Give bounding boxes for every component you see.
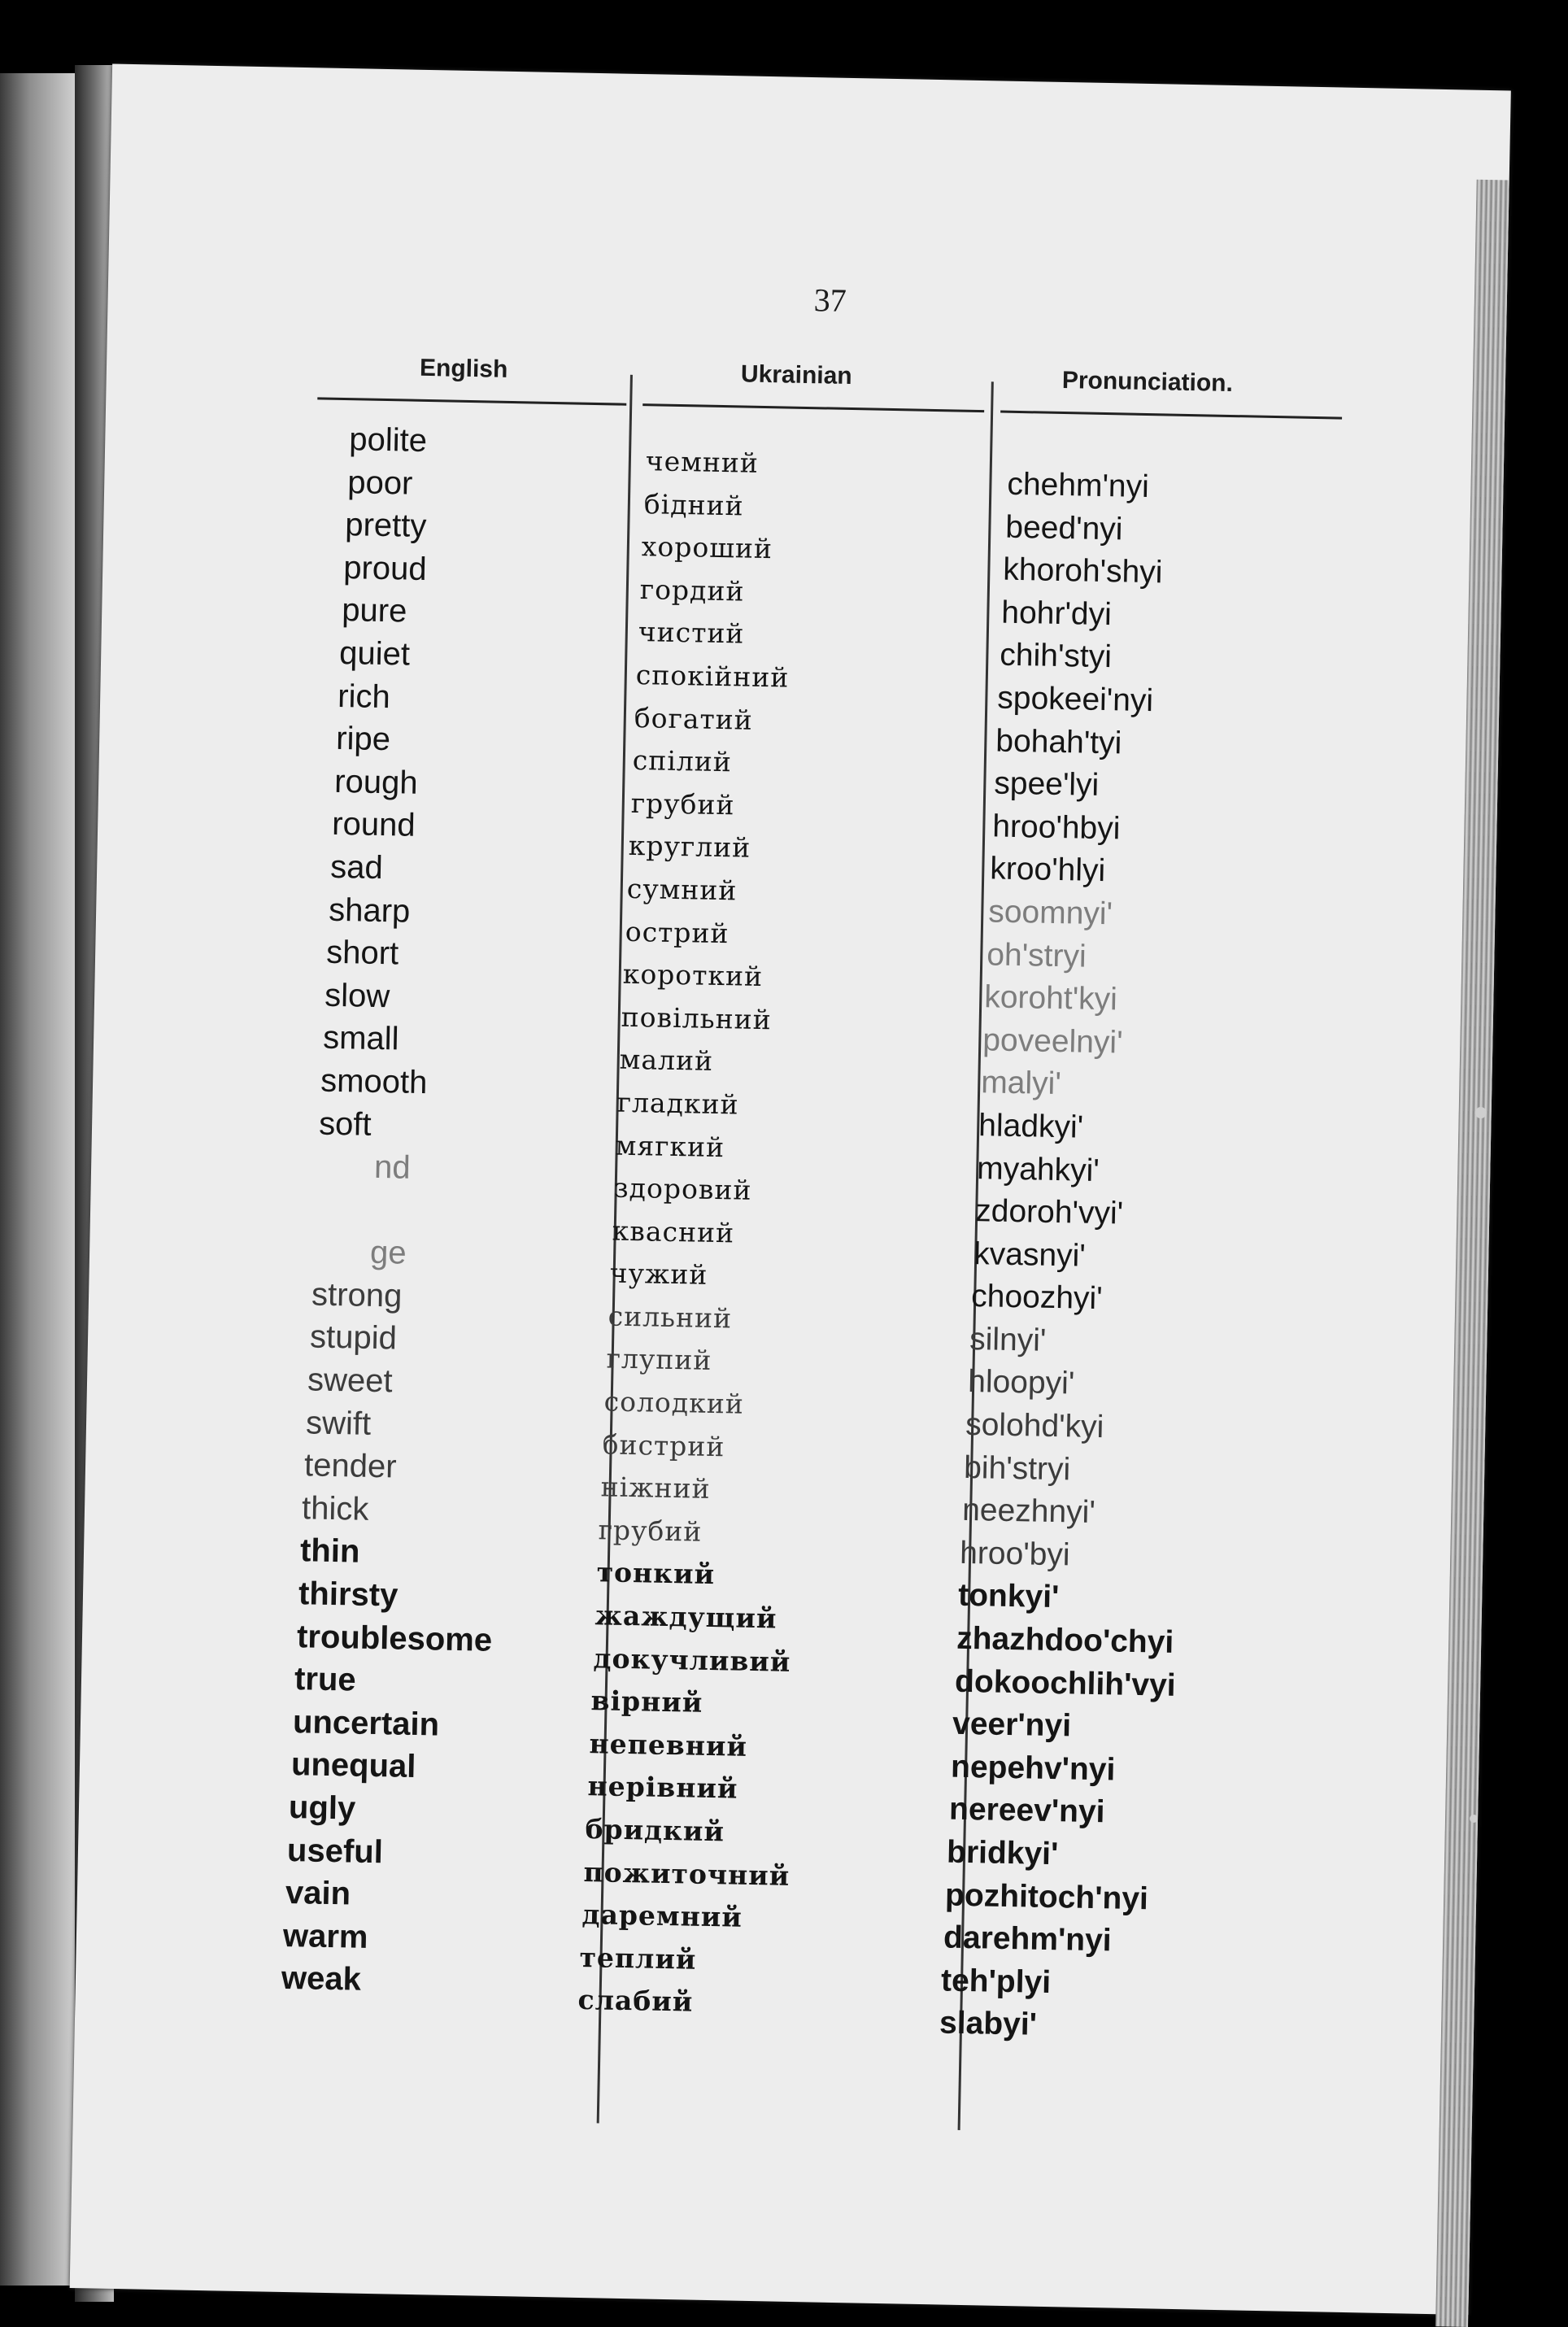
left-page-edge <box>0 73 75 2286</box>
pronunciation-entry: bohah'tyi <box>995 723 1122 761</box>
ukrainian-entry: гладкий <box>616 1086 739 1121</box>
pronunciation-entry: spokeei'nyi <box>996 680 1154 719</box>
english-entry: ge <box>369 1235 407 1271</box>
ukrainian-entry: жаждущий <box>595 1599 777 1635</box>
english-entry: small <box>322 1020 399 1057</box>
ukrainian-entry: мягкий <box>615 1129 725 1163</box>
pronunciation-entry: hloopyi' <box>967 1364 1075 1401</box>
ukrainian-entry: бистрий <box>602 1428 725 1462</box>
english-entry: troublesome <box>296 1618 493 1658</box>
ukrainian-entry: круглий <box>628 830 751 865</box>
english-entry: swift <box>305 1405 372 1442</box>
english-entry: stupid <box>309 1318 398 1357</box>
pronunciation-entry: neezhnyi' <box>961 1493 1096 1531</box>
english-entry: warm <box>282 1917 368 1955</box>
pronunciation-entry: poveelnyi' <box>982 1022 1123 1061</box>
ukrainian-entry: слабий <box>577 1984 694 2019</box>
ukrainian-entry: тонкий <box>596 1556 716 1591</box>
english-entry: quiet <box>338 634 411 673</box>
pronunciation-entry: kvasnyi' <box>973 1235 1087 1274</box>
ukrainian-entry: глупий <box>606 1342 712 1377</box>
english-entry: thirsty <box>298 1575 399 1614</box>
pronunciation-entry: hroo'hbyi <box>991 808 1121 847</box>
ukrainian-entry: малий <box>619 1044 714 1078</box>
english-entry: weak <box>281 1960 362 1998</box>
english-entry: thin <box>299 1532 360 1571</box>
english-entry: nd <box>373 1149 412 1186</box>
english-entry: short <box>325 934 399 972</box>
ukrainian-entry: грубий <box>598 1514 703 1548</box>
pronunciation-entry: beed'nyi <box>1005 509 1123 547</box>
pronunciation-entry: teh'plyi <box>940 1963 1052 2000</box>
pronunciation-entry: dokoochlih'vyi <box>954 1663 1177 1703</box>
ukrainian-entry: бідний <box>643 487 744 522</box>
pronunciation-entry: zdoroh'vyi' <box>974 1193 1124 1231</box>
pronunciation-entry: slabyi' <box>939 2005 1038 2043</box>
pronunciation-entry: veer'nyi <box>952 1706 1072 1744</box>
english-entry: smooth <box>320 1062 428 1101</box>
ukrainian-entry: повільний <box>621 1000 773 1035</box>
english-entry: round <box>331 806 416 844</box>
header-rule-pronunciation <box>1000 411 1342 420</box>
pronunciation-entry: choozhyi' <box>970 1279 1104 1317</box>
english-entry: slow <box>324 977 390 1014</box>
english-entry: pure <box>341 592 407 630</box>
pronunciation-entry: kroo'hlyi <box>989 851 1106 889</box>
ukrainian-entry: здоровий <box>613 1171 752 1206</box>
header-rule-ukrainian <box>642 403 984 412</box>
english-entry: useful <box>286 1832 384 1870</box>
ukrainian-entry: спілий <box>632 744 733 778</box>
ukrainian-entry: чемний <box>645 445 760 479</box>
english-entry: ugly <box>288 1789 356 1827</box>
ukrainian-entry: острий <box>625 915 730 949</box>
ukrainian-entry: вірний <box>590 1684 703 1719</box>
ukrainian-entry: пожиточний <box>583 1855 791 1892</box>
ukrainian-entry: сильний <box>608 1300 733 1335</box>
header-pronunciation: Pronunciation. <box>1061 366 1234 398</box>
pronunciation-entry: myahkyi' <box>976 1150 1100 1188</box>
ukrainian-column <box>577 440 817 2026</box>
english-entry: strong <box>311 1276 403 1314</box>
pronunciation-entry: darehm'nyi <box>943 1920 1113 1959</box>
pronunciation-entry: pozhitoch'nyi <box>944 1877 1149 1916</box>
page-number: 37 <box>813 281 847 319</box>
ukrainian-entry: чужий <box>609 1257 708 1292</box>
page-edge-stack <box>1435 180 1509 2327</box>
english-entry: sweet <box>307 1362 394 1400</box>
pronunciation-entry: oh'stryi <box>986 936 1087 974</box>
english-entry: uncertain <box>292 1703 440 1743</box>
english-entry: sharp <box>328 891 411 930</box>
ukrainian-entry: теплий <box>579 1941 697 1976</box>
pronunciation-entry: bridkyi' <box>946 1834 1059 1872</box>
ukrainian-entry: квасний <box>612 1214 735 1249</box>
pronunciation-entry: hladkyi' <box>978 1108 1084 1145</box>
ukrainian-entry: спокійний <box>635 658 790 694</box>
pronunciation-entry: hohr'dyi <box>1001 595 1113 632</box>
ukrainian-entry: богатий <box>634 701 754 736</box>
pronunciation-entry: zhazhdoo'chyi <box>956 1620 1174 1660</box>
english-entry: thick <box>301 1490 369 1527</box>
header-ukrainian: Ukrainian <box>740 360 852 390</box>
ukrainian-entry: грубий <box>630 787 735 821</box>
english-entry: proud <box>342 549 428 587</box>
ukrainian-entry: солодкий <box>603 1385 745 1420</box>
pronunciation-entry: chih'styi <box>999 637 1113 675</box>
english-entry: rich <box>337 678 391 715</box>
ukrainian-entry: сумний <box>626 872 738 907</box>
scanned-page <box>70 63 1511 2315</box>
pronunciation-entry: chehm'nyi <box>1007 466 1150 505</box>
ukrainian-entry: хороший <box>641 530 773 565</box>
english-entry: polite <box>348 421 428 459</box>
ukrainian-entry: даремний <box>581 1898 743 1933</box>
english-entry: unequal <box>290 1746 416 1785</box>
english-entry: vain <box>285 1875 351 1912</box>
ukrainian-entry: ніжний <box>600 1471 711 1506</box>
header-rule-english <box>317 397 626 405</box>
english-entry <box>316 1187 501 1234</box>
ukrainian-entry: короткий <box>622 957 764 993</box>
pronunciation-entry: solohd'kyi <box>965 1407 1104 1445</box>
pronunciation-entry: bih'stryi <box>963 1449 1071 1488</box>
ukrainian-entry: докучливий <box>593 1641 791 1678</box>
pronunciation-entry: tonkyi' <box>957 1578 1060 1615</box>
pronunciation-entry: nereev'nyi <box>948 1792 1105 1830</box>
pronunciation-entry: khoroh'shyi <box>1003 551 1163 590</box>
english-entry: pretty <box>344 507 427 545</box>
pronunciation-entry: hroo'byi <box>959 1535 1070 1573</box>
english-entry: true <box>294 1661 357 1698</box>
english-entry: poor <box>346 464 413 502</box>
pronunciation-entry: nepehv'nyi <box>950 1749 1116 1788</box>
english-entry: sad <box>329 848 384 886</box>
pronunciation-entry: spee'lyi <box>993 765 1100 804</box>
english-entry: ripe <box>335 721 391 758</box>
ukrainian-entry: бридкий <box>585 1813 725 1848</box>
english-entry: tender <box>303 1447 397 1485</box>
header-english: English <box>419 354 508 383</box>
pronunciation-entry: silnyi' <box>969 1321 1047 1358</box>
english-entry: rough <box>333 763 418 801</box>
pronunciation-entry: malyi' <box>980 1065 1062 1102</box>
ukrainian-entry: гордий <box>639 573 745 608</box>
pronunciation-entry: koroht'kyi <box>983 979 1118 1018</box>
english-entry: soft <box>318 1105 372 1143</box>
pronunciation-column <box>939 464 1200 2050</box>
pronunciation-entry: soomnyi' <box>987 894 1113 932</box>
ukrainian-entry: чистий <box>638 616 745 650</box>
ukrainian-entry: непевний <box>589 1727 748 1763</box>
ukrainian-entry: нерівний <box>587 1770 738 1806</box>
english-column <box>281 418 515 2004</box>
